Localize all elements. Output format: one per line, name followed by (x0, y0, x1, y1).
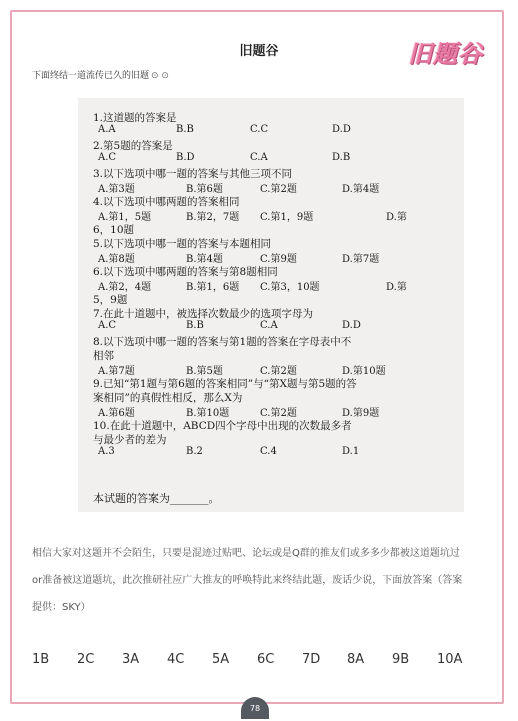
question-5-option: A.第8题 (98, 254, 135, 265)
answer-item: 2C (77, 652, 95, 667)
question-5-option: C.第9题 (260, 254, 297, 265)
question-1-option: A.A (98, 124, 116, 135)
question-6-option-cont: 5，9题 (93, 294, 128, 306)
question-2-option: A.C (98, 152, 117, 163)
question-7-option: A.C (98, 320, 117, 331)
question-1-option: C.C (250, 124, 269, 135)
question-1-options (98, 124, 448, 138)
question-10-text: 10.在此十道题中，ABCD四个字母中出现的次数最多者 (93, 420, 352, 432)
question-9-option: B.第10题 (186, 408, 230, 419)
question-image (78, 98, 464, 512)
question-10-option: B.2 (186, 446, 203, 457)
question-5-options (98, 250, 448, 264)
question-2-option: B.D (176, 152, 195, 163)
question-3-option: B.第6题 (186, 184, 223, 195)
answer-item: 5A (212, 652, 230, 667)
answer-item: 8A (347, 652, 365, 667)
intro-text (32, 68, 169, 81)
page-title: 旧题谷 (239, 44, 279, 59)
question-1-option: D.D (332, 124, 351, 135)
question-6-options (98, 278, 448, 292)
question-9-text-cont: 案相同”的真假性相反，那么X为 (93, 392, 243, 404)
question-5-option: D.第7题 (342, 254, 380, 265)
question-4-option: A.第1，5题 (98, 212, 152, 223)
question-4-option: C.第1，9题 (260, 212, 314, 223)
question-9-option: D.第9题 (342, 408, 380, 419)
question-3-text: 3.以下选项中哪一题的答案与其他三项不同 (93, 168, 293, 180)
question-6-option: B.第1，6题 (186, 282, 240, 293)
question-3-option: D.第4题 (342, 184, 380, 195)
answer-item: 7D (302, 652, 321, 667)
answer-item: 6C (257, 652, 275, 667)
question-6-option: C.第3，10题 (260, 282, 320, 293)
question-6-option: A.第2，4题 (98, 282, 152, 293)
question-9-text: 9.已知“第1题与第6题的答案相同”与“第X题与第5题的答 (93, 378, 357, 390)
question-6-text: 6.以下选项中哪两题的答案与第8题相同 (93, 266, 278, 278)
answer-item: 9B (392, 652, 410, 667)
answer-prompt: 本试题的答案为_______。 (93, 492, 220, 505)
question-10-text-cont: 与最少者的差为 (93, 434, 167, 446)
intro-emoticon: ⊙ ⊙ (151, 71, 169, 81)
answer-item: 4C (167, 652, 185, 667)
question-8-option: A.第7题 (98, 366, 135, 377)
question-10-option: D.1 (342, 446, 360, 457)
question-9-options (98, 404, 448, 418)
question-7-option: B.B (186, 320, 204, 331)
paragraph-line-3: 提供：SKY） (32, 602, 91, 613)
question-2-options (98, 152, 448, 166)
question-8-text: 8.以下选项中哪一题的答案与第1题的答案在字母表中不 (93, 336, 352, 348)
question-10-options (98, 446, 448, 460)
paragraph-line-2: or准备被这道题坑，此次推研社应广大推友的呼唤特此来终结此题，废话少说，下面放答案（答案 (32, 575, 463, 586)
question-4-option: B.第2，7题 (186, 212, 240, 223)
answer-item: 1B (32, 652, 50, 667)
question-9-option: A.第6题 (98, 408, 135, 419)
question-3-options (98, 180, 448, 194)
question-8-options (98, 362, 448, 376)
question-8-option: B.第5题 (186, 366, 223, 377)
paragraph-line-1: 相信大家对这题并不会陌生，只要是混迹过贴吧、论坛或是Q群的推友们或多多少都被这道题坑过 (32, 548, 460, 559)
question-5-text: 5.以下选项中哪一题的答案与本题相同 (93, 238, 272, 250)
question-6-option: D.第 (386, 282, 407, 293)
question-2-option: C.A (250, 152, 268, 163)
question-4-text: 4.以下选项中哪两题的答案相同 (93, 196, 240, 208)
question-7-text: 7.在此十道题中，被选择次数最少的选项字母为 (93, 308, 314, 320)
question-4-option: D.第 (386, 212, 407, 223)
question-9-option: C.第2题 (260, 408, 297, 419)
question-3-option: A.第3题 (98, 184, 135, 195)
question-8-text-cont: 相邻 (93, 350, 114, 362)
logo: 旧题谷 (408, 39, 483, 68)
question-7-option: D.D (342, 320, 361, 331)
question-1-option: B.B (176, 124, 194, 135)
question-10-option: C.4 (260, 446, 277, 457)
answer-list (32, 652, 472, 670)
question-2-text: 2.第5题的答案是 (93, 140, 173, 152)
intro-sentence: 下面终结一道流传已久的旧题 (32, 71, 150, 81)
page-number-badge: 78 (241, 697, 269, 719)
question-8-option: C.第2题 (260, 366, 297, 377)
question-8-option: D.第10题 (342, 366, 386, 377)
question-2-option: D.B (332, 152, 351, 163)
question-7-option: C.A (260, 320, 278, 331)
answer-item: 3A (122, 652, 140, 667)
question-4-option-cont: 6，10题 (93, 224, 135, 236)
question-1-text: 1.这道题的答案是 (93, 112, 177, 124)
question-10-option: A.3 (98, 446, 115, 457)
answer-item: 10A (437, 652, 463, 667)
question-5-option: B.第4题 (186, 254, 223, 265)
question-4-options (98, 208, 448, 222)
question-3-option: C.第2题 (260, 184, 297, 195)
question-7-options (98, 320, 448, 334)
